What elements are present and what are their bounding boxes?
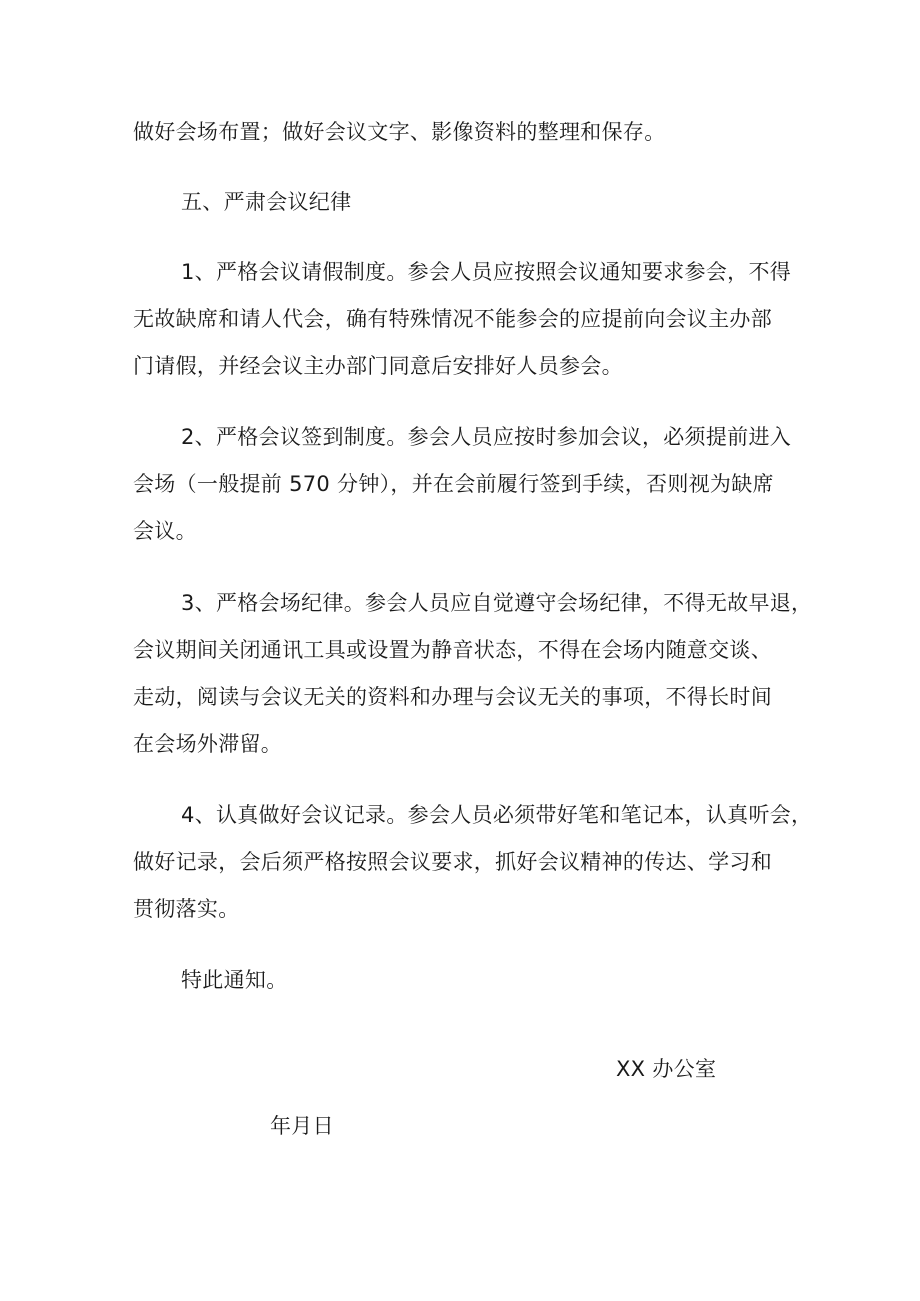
item-3-line-2: 会议期间关闭通讯工具或设置为静音状态，不得在会场内随意交谈、 <box>133 638 772 662</box>
item-1-line-2: 无故缺席和请人代会，确有特殊情况不能参会的应提前向会议主办部 <box>133 307 772 331</box>
paragraph-continuation: 做好会场布置；做好会议文字、影像资料的整理和保存。 <box>133 120 666 144</box>
item-3-line-1: 3、严格会场纪律。参会人员应自觉遵守会场纪律，不得无故早退， <box>181 591 813 615</box>
item-3-line-3: 走动，阅读与会议无关的资料和办理与会议无关的事项，不得长时间 <box>133 685 772 709</box>
signature-date: 年月日 <box>270 1114 334 1138</box>
item-1-line-1: 1、严格会议请假制度。参会人员应按照会议通知要求参会，不得 <box>181 260 792 284</box>
closing-text: 特此通知。 <box>181 968 288 992</box>
item-4-line-1: 4、认真做好会议记录。参会人员必须带好笔和笔记本，认真听会， <box>181 803 813 827</box>
item-2-line-2: 会场（一般提前 570 分钟），并在会前履行签到手续，否则视为缺席 <box>133 472 774 496</box>
section-heading: 五、严肃会议纪律 <box>181 190 352 214</box>
item-2-line-1: 2、严格会议签到制度。参会人员应按时参加会议，必须提前进入 <box>181 425 792 449</box>
item-3-line-4: 在会场外滞留。 <box>133 732 283 756</box>
item-4-line-2: 做好记录，会后须严格按照会议要求，抓好会议精神的传达、学习和 <box>133 850 772 874</box>
item-2-line-3: 会议。 <box>133 519 197 543</box>
item-1-line-3: 门请假，并经会议主办部门同意后安排好人员参会。 <box>133 354 623 378</box>
signature-office: XX 办公室 <box>616 1057 717 1081</box>
item-4-line-3: 贯彻落实。 <box>133 897 240 921</box>
